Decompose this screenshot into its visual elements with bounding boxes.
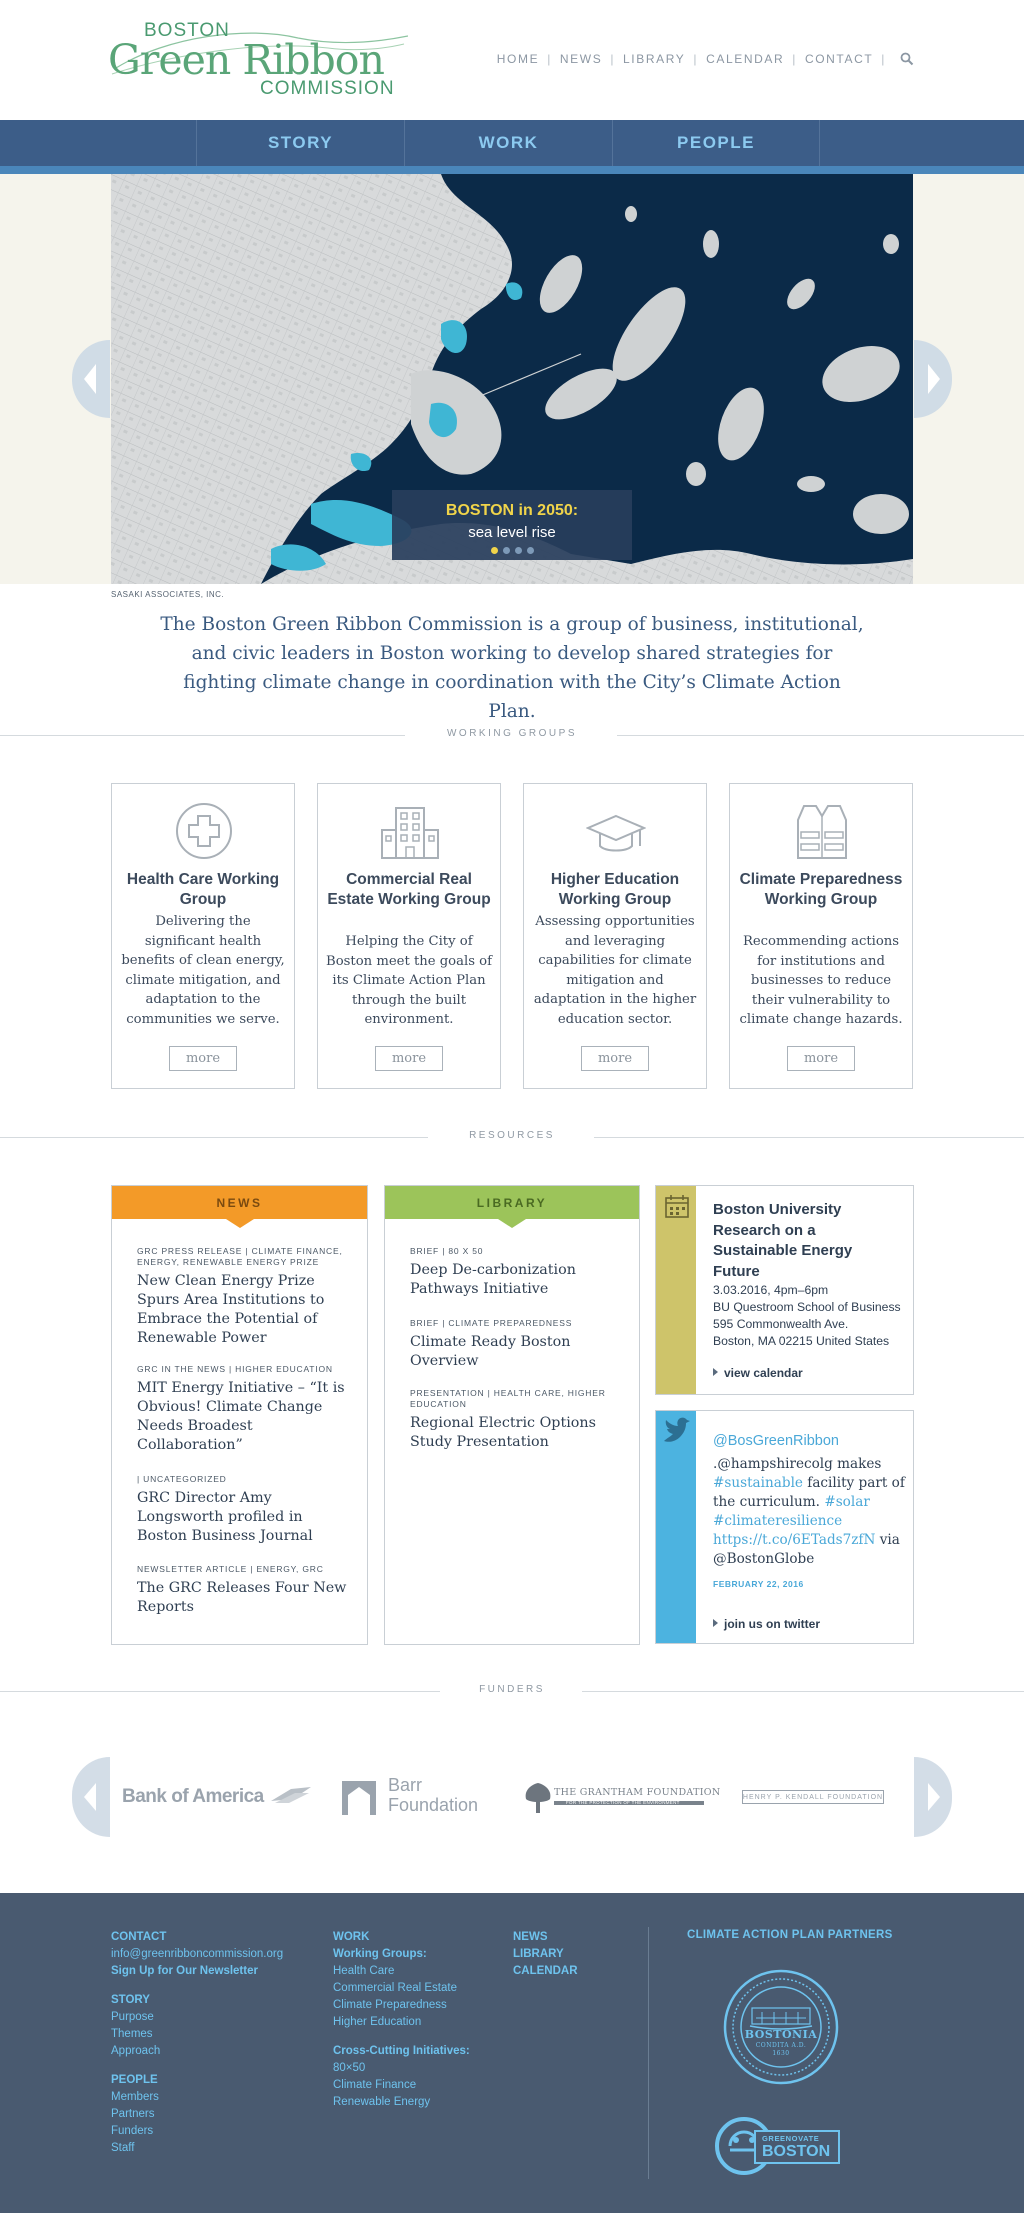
event-address-1: 595 Commonwealth Ave. [713,1317,849,1331]
join-twitter-link[interactable] [713,1617,820,1631]
graduation-cap-icon [586,800,646,862]
city-of-boston-seal[interactable] [722,1968,840,2086]
funder-name-line: Barr [388,1775,423,1795]
view-calendar-label: view calendar [724,1366,803,1380]
chevron-left-icon [72,1757,110,1837]
library-header[interactable] [385,1186,639,1219]
news-item[interactable] [137,1364,357,1455]
news-header[interactable] [112,1186,367,1219]
footer-working-groups-label: Working Groups: [333,1948,427,1960]
working-group-title: Climate Preparedness Working Group [739,871,903,908]
funder-kendall-foundation[interactable] [742,1790,884,1804]
footer-link[interactable]: Commercial Real Estate [333,1982,457,1994]
view-calendar-link[interactable] [713,1366,803,1380]
working-group-title: Commercial Real Estate Working Group [327,871,491,908]
library-title[interactable]: Climate Ready Boston Overview [410,1334,571,1369]
footer-link[interactable]: Climate Preparedness [333,1999,447,2011]
working-group-card[interactable] [523,783,707,1089]
more-button[interactable]: more [169,1046,237,1071]
footer-link[interactable]: 80×50 [333,2062,366,2074]
footer-calendar-link[interactable]: CALENDAR [513,1965,578,1977]
library-item[interactable] [410,1388,630,1452]
footer-link[interactable]: Members [111,2091,159,2103]
medical-cross-icon [174,800,234,862]
tweet-text-part: .@hampshirecolg makes [713,1456,882,1472]
nav-separator: | [693,52,699,66]
slider-dots [392,547,632,554]
logo-line-3: COMMISSION [260,78,395,99]
footer-story-heading[interactable]: STORY [111,1994,150,2006]
more-button[interactable]: more [375,1046,443,1071]
nav-separator: | [547,52,552,66]
nav-separator: | [792,52,797,66]
slider-dot[interactable] [503,547,510,554]
twitter-bird-icon [656,1411,696,1455]
footer-link[interactable]: Health Care [333,1965,395,1977]
event-date: 3.03.2016, 4pm–6pm [713,1283,829,1297]
footer-link[interactable]: Approach [111,2045,161,2057]
tweet-text [713,1455,905,1569]
seal-year: 1630 [772,2050,790,2057]
event-venue: BU Questroom School of Business [713,1300,901,1314]
tab-story[interactable]: STORY [196,120,404,166]
footer-link[interactable]: Renewable Energy [333,2096,431,2108]
footer-email-link[interactable]: info@greenribboncommission.org [111,1948,284,1960]
footer-newsletter-link[interactable]: Sign Up for Our Newsletter [111,1965,258,1977]
footer-cross-cutting-label: Cross-Cutting Initiatives: [333,2045,470,2057]
nav-contact[interactable]: CONTACT [804,52,874,66]
nav-separator: | [610,52,616,66]
tab-people[interactable]: PEOPLE [612,120,820,166]
event-title[interactable]: Boston University Research on a Sustainable Energy Future [713,1201,853,1280]
news-category: NEWSLETTER ARTICLE | ENERGY, GRC [137,1564,324,1574]
logo-line-2: Green Ribbon [108,36,384,84]
nav-separator: | [881,52,886,66]
nav-news[interactable]: NEWS [559,52,603,66]
twitter-handle[interactable]: @BosGreenRibbon [713,1433,839,1449]
footer-people-heading[interactable]: PEOPLE [111,2074,158,2086]
footer-link[interactable]: Purpose [111,2011,154,2023]
tab-work[interactable]: WORK [404,120,612,166]
nav-calendar[interactable]: CALENDAR [706,52,785,66]
boston-seal-icon [722,1968,840,2086]
greenovate-wordmark [754,2130,840,2164]
greenovate-bottom: BOSTON [762,2143,831,2160]
working-group-title: Health Care Working Group [126,871,280,908]
site-logo[interactable] [108,16,408,106]
library-item[interactable] [410,1246,630,1299]
footer-column-work [333,1929,470,2111]
funder-bank-of-america[interactable] [122,1785,313,1808]
working-group-card[interactable] [729,783,913,1089]
news-panel [111,1185,368,1645]
library-item[interactable] [410,1318,630,1371]
news-category: | UNCATEGORIZED [137,1474,227,1484]
footer-link[interactable]: Climate Finance [333,2079,417,2091]
building-icon [380,800,440,862]
working-group-title: Higher Education Working Group [550,871,680,908]
slider-next-button[interactable] [914,340,952,418]
twitter-strip [656,1411,696,1643]
partners-title: CLIMATE ACTION PLAN PARTNERS [687,1929,893,1941]
slider-dot[interactable] [515,547,522,554]
seal-name: BOSTONIA [744,2028,818,2041]
calendar-icon [656,1186,696,1226]
library-label: LIBRARY [476,1195,548,1210]
join-twitter-label: join us on twitter [724,1617,820,1631]
section-title: RESOURCES [469,1130,555,1141]
hero-slider [0,174,1024,584]
funder-subtitle: FOR THE PROTECTION OF THE ENVIRONMENT [566,1800,680,1805]
library-panel [384,1185,640,1645]
funder-grantham-foundation[interactable] [520,1775,721,1819]
seal-subtitle: CONDITA A.D. [755,2042,807,2049]
intro-statement: The Boston Green Ribbon Commission is a group of business, institutional, and civic leaders in Boston working to develop shared strategies for fighting climate change in coordination with the City’s Climate Action Plan. [160,614,864,722]
working-group-card[interactable] [111,783,295,1089]
caret-right-icon [713,1368,718,1376]
tweet-text-part: facility part of the curriculum. [713,1475,905,1510]
section-title: WORKING GROUPS [446,728,577,739]
funder-name: THE GRANTHAM FOUNDATION [554,1787,721,1798]
news-category: GRC IN THE NEWS | HIGHER EDUCATION [137,1364,333,1374]
bofa-flag-icon [269,1785,313,1805]
working-group-description: Assessing opportunities and leveraging capabilities for climate mitigation and adaptation in the higher education sector. [533,914,697,1027]
news-title[interactable]: New Clean Energy Prize Spurs Area Institutions to Embrace the Potential of Renewable Power [137,1273,325,1346]
hashtag-link[interactable]: #solar #climateresilience [713,1494,870,1529]
news-title[interactable]: The GRC Releases Four New Reports [137,1580,347,1615]
news-label: NEWS [216,1195,263,1210]
tweet-date: FEBRUARY 22, 2016 [713,1579,804,1589]
footer-contact-heading[interactable]: CONTACT [111,1931,167,1943]
footer-work-heading[interactable]: WORK [333,1931,370,1943]
library-category: BRIEF | 80 X 50 [410,1246,484,1256]
more-button[interactable]: more [787,1046,855,1071]
twitter-card [655,1410,914,1644]
greenovate-top: GREENOVATE [762,2134,820,2143]
footer-column-contact [111,1929,283,2157]
greenovate-boston-logo[interactable] [714,2118,850,2174]
footer-link[interactable]: Themes [111,2028,153,2040]
event-strip [656,1186,696,1394]
news-title[interactable]: MIT Energy Initiative – “It is Obvious! Climate Change Needs Broadest Collaboration” [137,1380,345,1453]
news-category: GRC PRESS RELEASE | CLIMATE FINANCE, ENERGY, RENEWABLE ENERGY PRIZE [137,1246,343,1267]
nav-home[interactable]: HOME [496,52,540,66]
footer-link[interactable]: Funders [111,2125,154,2137]
slider-dot[interactable] [491,547,498,554]
funder-name-line: Foundation [388,1795,479,1815]
funders-prev-button[interactable] [72,1757,110,1837]
footer-library-link[interactable]: LIBRARY [513,1948,564,1960]
library-title[interactable]: Regional Electric Options Study Presentation [410,1415,596,1450]
working-group-description: Recommending actions for institutions and businesses to reduce their vulnerability to climate change hazards. [739,934,903,1027]
working-group-description: Helping the City of Boston meet the goals of its Climate Action Plan through the built environment. [326,934,492,1027]
chevron-left-icon [72,340,110,418]
tweet-text-part: via @BostonGlobe [713,1532,900,1567]
library-title[interactable]: Deep De-carbonization Pathways Initiative [410,1262,576,1297]
search-icon[interactable] [900,52,914,66]
logo-line-1: BOSTON [144,20,230,41]
site-footer [0,1893,1024,2213]
section-divider-funders [0,1684,1024,1698]
footer-link[interactable]: Higher Education [333,2016,422,2028]
hashtag-link[interactable]: #sustainable [713,1475,803,1491]
tweet-url-link[interactable]: https://t.co/6ETads7zfN [713,1532,876,1548]
section-title: FUNDERS [479,1684,545,1695]
library-category: BRIEF | CLIMATE PREPAREDNESS [410,1318,573,1328]
safety-vest-icon [792,800,852,862]
library-category: PRESENTATION | HEALTH CARE, HIGHER EDUCATION [410,1388,606,1409]
footer-divider [648,1927,649,2179]
news-item[interactable] [137,1246,357,1348]
event-card [655,1185,914,1395]
funders-next-button[interactable] [914,1757,952,1837]
site-header [0,0,1024,120]
event-info [713,1282,903,1350]
chevron-right-icon [914,1757,952,1837]
top-navigation [497,52,914,66]
news-title[interactable]: GRC Director Amy Longsworth profiled in Boston Business Journal [137,1490,313,1544]
slider-dot[interactable] [527,547,534,554]
footer-column-resources [513,1929,578,1980]
image-credit: SASAKI ASSOCIATES, INC. [111,590,225,599]
main-navigation [0,120,1024,174]
funder-name: Bank of America [122,1786,264,1807]
nav-library[interactable]: LIBRARY [623,52,686,66]
event-address-2: Boston, MA 02215 United States [713,1334,890,1348]
footer-news-link[interactable]: NEWS [513,1931,548,1943]
more-button[interactable]: more [581,1046,649,1071]
slider-prev-button[interactable] [72,340,110,418]
footer-link[interactable]: Partners [111,2108,155,2120]
funder-name [388,1775,478,1815]
hero-caption[interactable] [392,490,632,560]
footer-link[interactable]: Staff [111,2142,135,2154]
hero-title: BOSTON in 2050: [445,502,579,519]
caret-right-icon [713,1619,718,1627]
hero-subtitle: sea level rise [468,524,556,541]
news-item[interactable] [137,1474,357,1546]
news-item[interactable] [137,1564,357,1617]
section-divider-resources [0,1130,1024,1144]
funder-name: HENRY P. KENDALL FOUNDATION [742,1793,884,1801]
barr-logo-icon [342,1781,376,1815]
chevron-right-icon [914,340,952,418]
grantham-tree-icon [520,1779,556,1815]
funders-carousel [0,1755,1024,1839]
section-divider-working-groups [0,728,1024,742]
working-group-description: Delivering the significant health benefits of clean energy, climate mitigation, and adaptation to the communities we serve. [121,914,285,1027]
working-group-card[interactable] [317,783,501,1089]
